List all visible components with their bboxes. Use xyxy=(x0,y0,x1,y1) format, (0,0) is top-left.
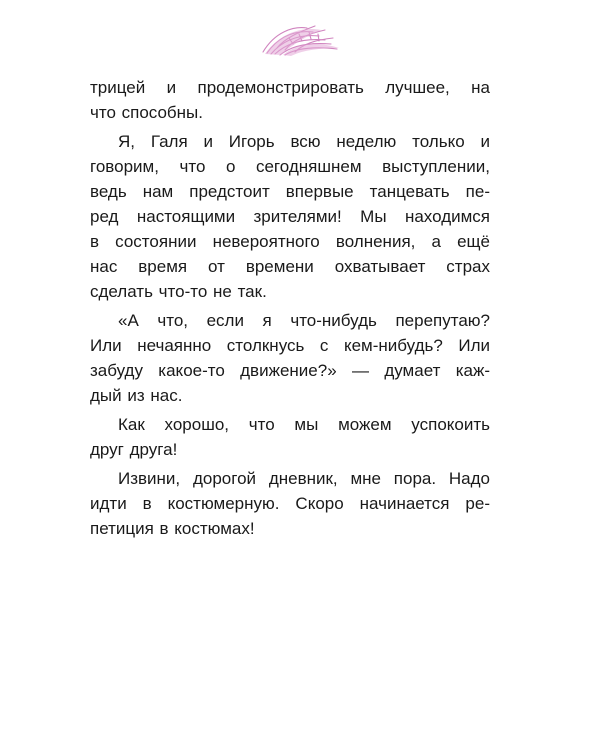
text-line: что способны. xyxy=(90,103,204,122)
text-line: Я, Галя и Игорь всю неделю только и xyxy=(118,132,490,151)
text-line: сделать что-то не так. xyxy=(90,282,267,301)
text-line: говорим, что о сегодняшнем выступлении, xyxy=(90,157,490,176)
paragraph xyxy=(90,129,490,304)
text-line: идти в костюмерную. Скоро начинается ре- xyxy=(90,494,490,513)
text-line: ред настоящими зрителями! Мы находимся xyxy=(90,207,490,226)
text-line: в состоянии невероятного волнения, а ещё xyxy=(90,232,490,251)
text-line: трицей и продемонстрировать лучшее, на xyxy=(90,78,490,97)
text-line: друг друга! xyxy=(90,440,178,459)
paragraph xyxy=(90,466,490,541)
text-line: «А что, если я что-нибудь перепутаю? xyxy=(118,311,490,330)
text-line: Или нечаянно столкнусь с кем-нибудь? Или xyxy=(90,336,490,355)
text-line: Извини, дорогой дневник, мне пора. Надо xyxy=(118,469,490,488)
text-line: петиция в костюмах! xyxy=(90,519,255,538)
text-line: дый из нас. xyxy=(90,386,183,405)
pink-feather-ornament-icon xyxy=(255,18,345,58)
text-line: ведь нам предстоит впервые танцевать пе- xyxy=(90,182,490,201)
text-line: забуду какое-то движение?» — думает каж- xyxy=(90,361,490,380)
text-line: нас время от времени охватывает страх xyxy=(90,257,490,276)
text-line: Как хорошо, что мы можем успокоить xyxy=(118,415,490,434)
diary-text xyxy=(90,75,490,541)
paragraph xyxy=(90,308,490,408)
paragraph xyxy=(90,412,490,462)
paragraph xyxy=(90,75,490,125)
